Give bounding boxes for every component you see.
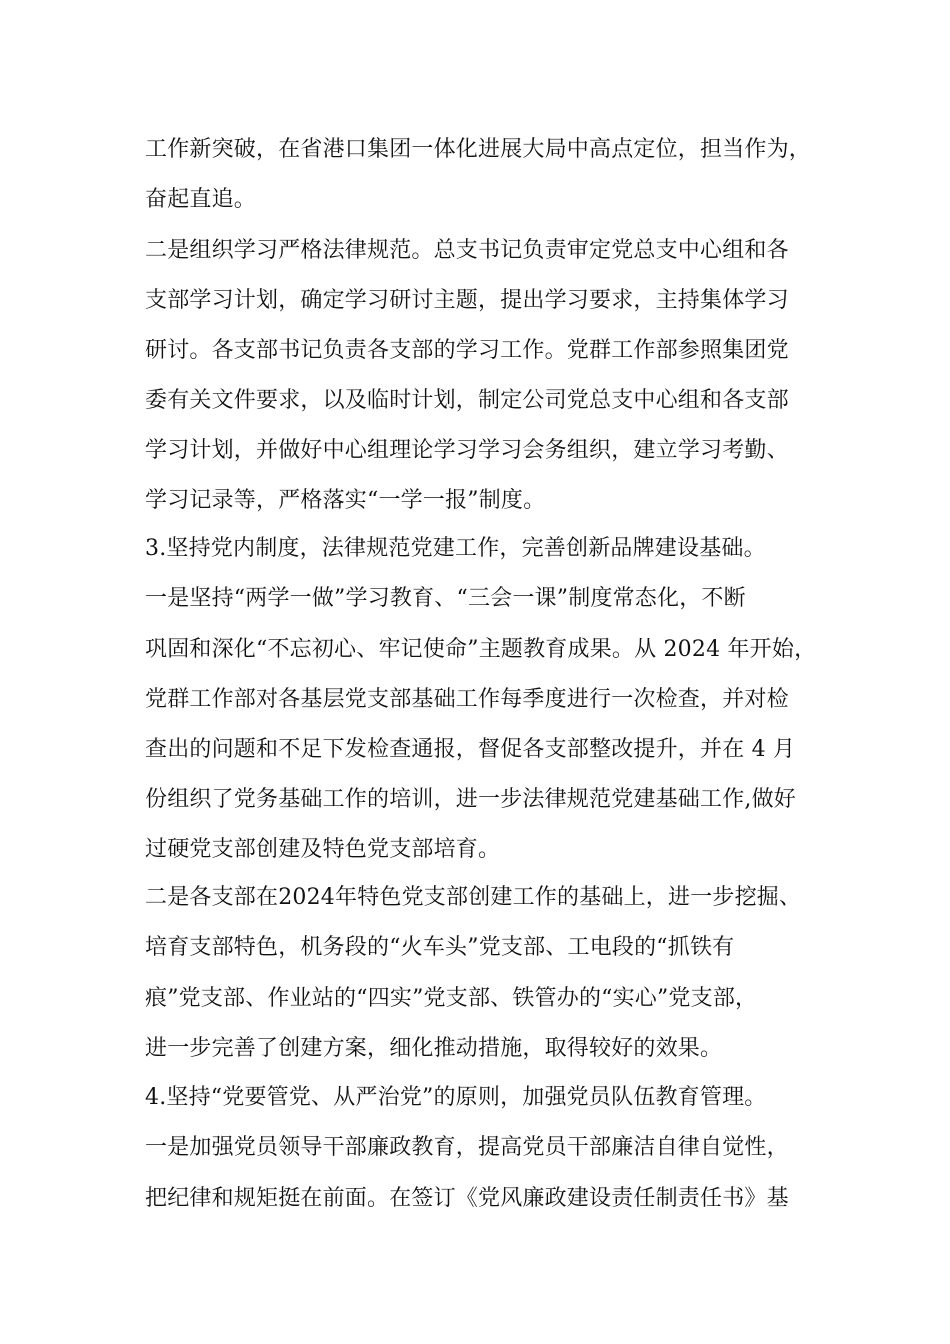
text-line: 研讨。各支部书记负责各支部的学习工作。党群工作部参照集团党 bbox=[145, 338, 789, 363]
section-heading: 4.坚持“党要管党、从严治党”的原则，加强党员队伍教育管理。 bbox=[145, 1085, 767, 1110]
text-line: 委有关文件要求，以及临时计划，制定公司党总支中心组和各支部 bbox=[145, 388, 789, 413]
text-line: 过硬党支部创建及特色党支部培育。 bbox=[145, 837, 501, 862]
text-line: 二是组织学习严格法律规范。总支书记负责审定党总支中心组和各 bbox=[145, 238, 789, 263]
text-line: 进一步完善了创建方案，细化推动措施，取得较好的效果。 bbox=[145, 1036, 723, 1061]
text-line: 学习计划，并做好中心组理论学习学习会务组织，建立学习考勤、 bbox=[145, 438, 789, 463]
text-line: 查出的问题和不足下发检查通报，督促各支部整改提升，并在 4 月 bbox=[145, 737, 796, 762]
text-line: 巩固和深化“不忘初心、牢记使命”主题教育成果。从 2024 年开始， bbox=[145, 637, 817, 662]
text-line: 学习记录等，严格落实“一学一报”制度。 bbox=[145, 488, 546, 513]
text-line: 奋起直追。 bbox=[145, 187, 257, 212]
text-line: 痕”党支部、作业站的“四实”党支部、铁管办的“实心”党支部， bbox=[145, 986, 758, 1011]
text-line: 一是加强党员领导干部廉政教育，提高党员干部廉洁自律自觉性， bbox=[145, 1135, 789, 1160]
section-heading: 3.坚持党内制度，法律规范党建工作，完善创新品牌建设基础。 bbox=[145, 536, 766, 561]
text-line: 支部学习计划，确定学习研讨主题，提出学习要求，主持集体学习 bbox=[145, 288, 789, 313]
text-line: 份组织了党务基础工作的培训，进一步法律规范党建基础工作,做好 bbox=[145, 787, 796, 812]
text-line: 培育支部特色，机务段的“火车头”党支部、工电段的“抓铁有 bbox=[145, 935, 735, 960]
text-line: 一是坚持“两学一做”学习教育、“三会一课”制度常态化，不断 bbox=[145, 586, 746, 611]
text-line: 党群工作部对各基层党支部基础工作每季度进行一次检查，并对检 bbox=[145, 687, 789, 712]
text-line: 把纪律和规矩挺在前面。在签订《党风廉政建设责任制责任书》基 bbox=[145, 1186, 789, 1211]
text-line: 二是各支部在2024年特色党支部创建工作的基础上，进一步挖掘、 bbox=[145, 885, 802, 910]
text-line: 工作新突破，在省港口集团一体化进展大局中高点定位，担当作为， bbox=[145, 137, 812, 162]
